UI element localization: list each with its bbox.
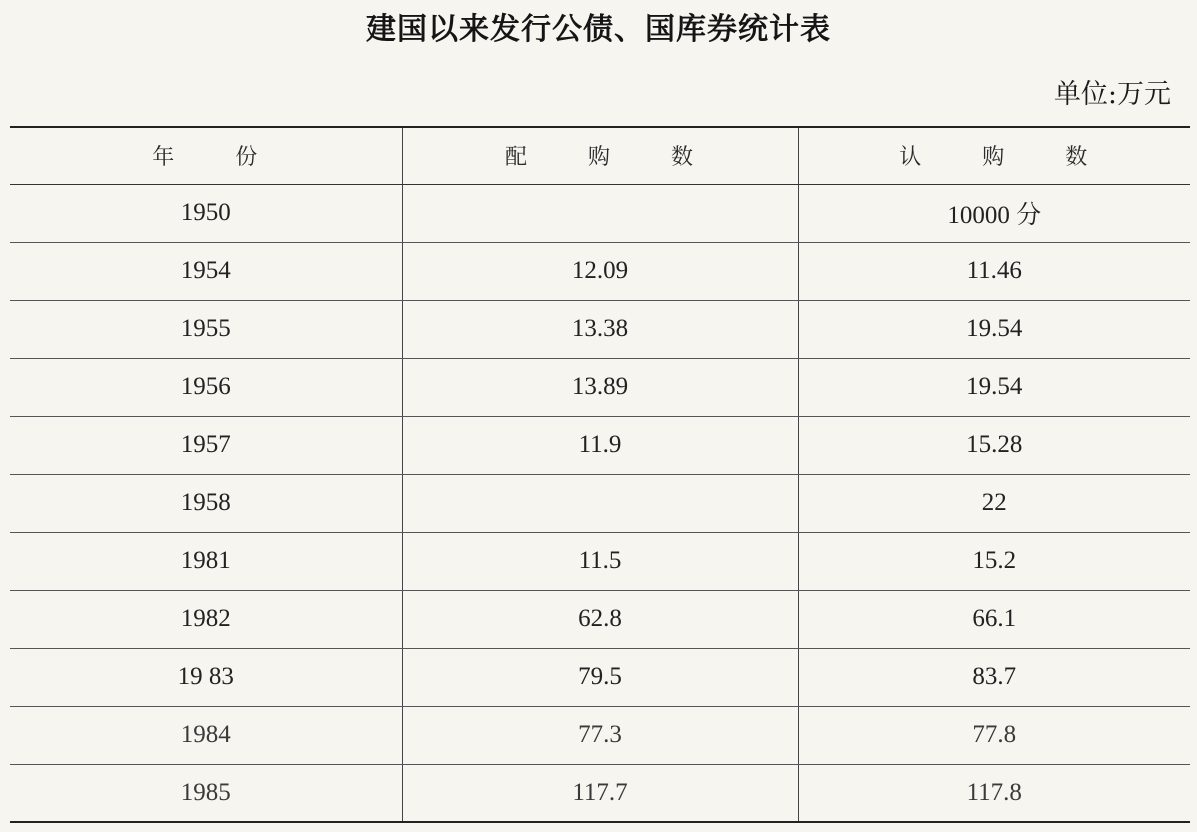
- cell-subscribed: 19.54: [798, 300, 1190, 358]
- cell-year: 1956: [10, 358, 402, 416]
- table-row: [10, 532, 1190, 590]
- cell-subscribed: 66.1: [798, 590, 1190, 648]
- cell-subscribed: 15.28: [798, 416, 1190, 474]
- cell-subscribed: 83.7: [798, 648, 1190, 706]
- cell-subscribed: 10000 分: [798, 184, 1190, 242]
- header-subscribed: 认 购 数: [798, 127, 1190, 184]
- table-row: [10, 184, 1190, 242]
- cell-year: 1957: [10, 416, 402, 474]
- table-body: [10, 184, 1190, 822]
- table-row: [10, 648, 1190, 706]
- cell-allocated: 11.5: [402, 532, 798, 590]
- cell-allocated: 13.89: [402, 358, 798, 416]
- cell-subscribed: 19.54: [798, 358, 1190, 416]
- cell-allocated: 62.8: [402, 590, 798, 648]
- cell-allocated: 13.38: [402, 300, 798, 358]
- cell-year: 19 83: [10, 648, 402, 706]
- table-header: [10, 127, 1190, 184]
- table-row: [10, 300, 1190, 358]
- cell-subscribed: 117.8: [798, 764, 1190, 822]
- cell-subscribed: 22: [798, 474, 1190, 532]
- cell-subscribed: 77.8: [798, 706, 1190, 764]
- cell-allocated: [402, 184, 798, 242]
- cell-year: 1950: [10, 184, 402, 242]
- table-row: [10, 764, 1190, 822]
- table-row: [10, 706, 1190, 764]
- page-title: 建国以来发行公债、国库券统计表: [366, 12, 831, 47]
- table-row: [10, 416, 1190, 474]
- cell-year: 1955: [10, 300, 402, 358]
- cell-allocated: 77.3: [402, 706, 798, 764]
- cell-year: 1981: [10, 532, 402, 590]
- table-row: [10, 358, 1190, 416]
- cell-year: 1982: [10, 590, 402, 648]
- cell-year: 1958: [10, 474, 402, 532]
- cell-subscribed: 11.46: [798, 242, 1190, 300]
- bond-statistics-table: [10, 126, 1190, 823]
- cell-allocated: [402, 474, 798, 532]
- cell-allocated: 12.09: [402, 242, 798, 300]
- cell-allocated: 11.9: [402, 416, 798, 474]
- table-row: [10, 474, 1190, 532]
- header-allocated: 配 购 数: [402, 127, 798, 184]
- table-row: [10, 590, 1190, 648]
- cell-subscribed: 15.2: [798, 532, 1190, 590]
- cell-year: 1984: [10, 706, 402, 764]
- header-year: 年 份: [10, 127, 402, 184]
- header-row: [10, 127, 1190, 184]
- cell-allocated: 117.7: [402, 764, 798, 822]
- cell-year: 1985: [10, 764, 402, 822]
- unit-label: 单位:万元: [1053, 79, 1171, 110]
- table-row: [10, 242, 1190, 300]
- cell-allocated: 79.5: [402, 648, 798, 706]
- cell-year: 1954: [10, 242, 402, 300]
